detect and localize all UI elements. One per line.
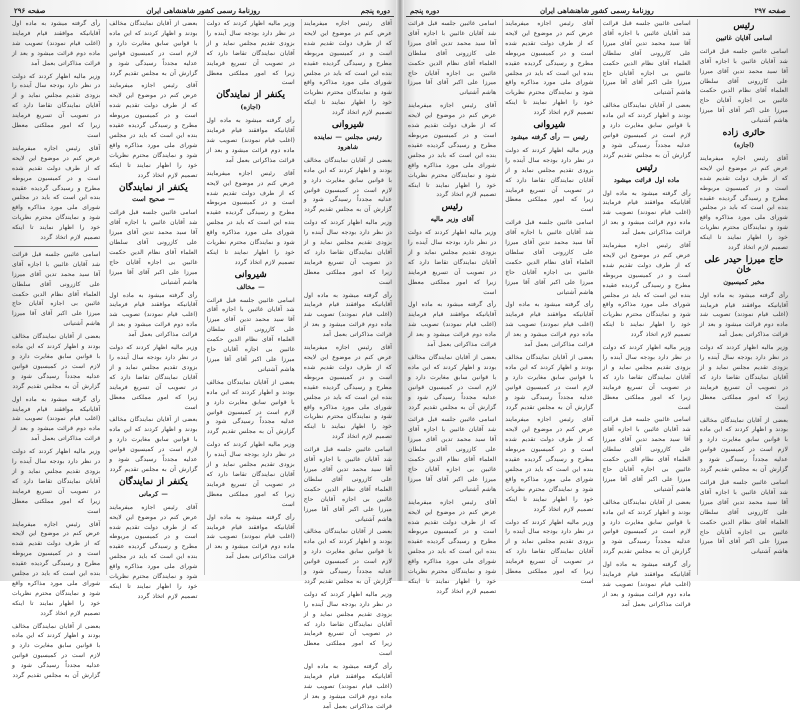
text-block: رأی گرفته میشود به ماده اول آقایانیکه موافقند قیام فرمایند (اغلب قیام نمودند) تصویب شد ماده دوم قرائت میشود و بعد از قرائت مذاکراتی بعمل آمد [206,117,295,164]
speaker-heading: رئیس [441,202,463,213]
left-column-3-text [109,19,197,602]
left-column-4-text [12,19,100,681]
text-block: آقای رئیس اجازه میفرمایند عرض کنم در موضوع این لایحه که از طرف دولت تقدیم شده است و در کمیسیون مربوطه مطرح و رسیدگی گردیده عقیده بنده این است که باید در مجلس شورای ملی مورد مذاکره واقع شود و نمایندگان محترم نظریات خود را اظهار نمایند تا اینکه تصمیم لازم اتخاذ گردد [303,344,392,441]
text-block: آقای رئیس اجازه میفرمایند عرض کنم در موضوع این لایحه که از طرف دولت تقدیم شده است و در کمیسیون مربوطه مطرح و رسیدگی گردیده عقیده بنده این است که باید در مجلس شورای ملی مورد مذاکره واقع شود و نمایندگان محترم نظریات خود را اظهار نمایند تا اینکه تصمیم لازم اتخاذ گردد [109,503,198,600]
left-issue-label: دوره پنجم [360,5,390,15]
text-block: آقای رئیس اجازه میفرمایند عرض کنم در موضوع این لایحه که از طرف دولت تقدیم شده است و در کمیسیون مربوطه مطرح و رسیدگی گردیده عقیده بنده این است که باید در مجلس شورای ملی مورد مذاکره واقع شود و نمایندگان محترم نظریات خود را اظهار نمایند تا اینکه تصمیم لازم اتخاذ گردد [408,498,497,595]
text-block: اسامی غائبین جلسه قبل قرائت شد آقایان غائبین با اجازه آقای آقا سید محمد تدین آقای میرزا علی کازرونی آقای سلطان العلماء آقای نظام الدین حکمت غائبین بی اجازه آقایان حاج میرزا علی اکبر آقای آقا میرزا هاشم آشتیانی [303,446,392,523]
text-block: وزیر مالیه اظهار کردند که دولت در نظر دارد بودجه سال آینده را بزودی تقدیم مجلس نماید و از آقایان نمایندگان تقاضا دارد که در تصویب آن تسریع فرمایند زیرا که امور مملکتی معطل است [109,344,198,411]
left-page-header [10,4,394,17]
text-block: رأی گرفته میشود به ماده اول آقایانیکه موافقند قیام فرمایند (اغلب قیام نمودند) تصویب شد ماده دوم قرائت میشود و بعد از قرائت مذاکراتی بعمل آمد [109,291,198,339]
text-block: آقای رئیس اجازه میفرمایند عرض کنم در موضوع این لایحه که از طرف دولت تقدیم شده است و در کمیسیون مربوطه مطرح و رسیدگی گردیده عقیده بنده این است که باید در مجلس شورای ملی مورد مذاکره واقع شود و نمایندگان محترم نظریات خود را اظهار نمایند تا اینکه تصمیم لازم اتخاذ گردد [505,20,594,117]
text-block: اسامی غائبین جلسه قبل قرائت شد آقایان غائبین با اجازه آقای آقا سید محمد تدین آقای میرزا علی کازرونی آقای سلطان العلماء آقای نظام الدین حکمت غائبین بی اجازه آقایان حاج میرزا علی اکبر آقای آقا میرزا هاشم آشتیانی [505,219,594,296]
text-block: آقای رئیس اجازه میفرمایند عرض کنم در موضوع این لایحه که از طرف دولت تقدیم شده است و در کمیسیون مربوطه مطرح و رسیدگی گردیده عقیده بنده این است که باید در مجلس شورای ملی مورد مذاکره واقع شود و نمایندگان محترم نظریات خود را اظهار نمایند تا اینکه تصمیم لازم اتخاذ گردد [303,20,392,117]
right-page-number: صفحه ۲۹۷ [754,5,786,15]
speaker-heading: حائری زاده [722,128,766,139]
text-block: وزیر مالیه اظهار کردند که دولت در نظر دارد بودجه سال آینده را بزودی تقدیم مجلس نماید و از آقایان نمایندگان تقاضا دارد که در تصویب آن تسریع فرمایند زیرا که امور مملکتی معطل است [206,20,295,87]
text-block: رأی گرفته میشود به ماده اول آقایانیکه موافقند قیام فرمایند (اغلب قیام نمودند) تصویب شد ماده دوم قرائت میشود و بعد از قرائت مذاکراتی بعمل آمد [602,561,691,608]
speaker-subheading: (اجازه) [240,103,261,112]
text-block: رأی گرفته میشود به ماده اول آقایانیکه موافقند قیام فرمایند (اغلب قیام نمودند) تصویب شد ماده دوم قرائت میشود و بعد از قرائت مذاکراتی بعمل آمد [699,291,788,339]
text-block: رأی گرفته میشود به ماده اول آقایانیکه موافقند قیام فرمایند (اغلب قیام نمودند) تصویب شد ماده دوم قرائت میشود و بعد از قرائت مذاکراتی بعمل آمد [408,301,497,349]
left-column-1-text [304,19,392,712]
speaker-subheading: (اجازه) [733,140,755,149]
text-block: آقای رئیس اجازه میفرمایند عرض کنم در موضوع این لایحه که از طرف دولت تقدیم شده است و در کمیسیون مربوطه مطرح و رسیدگی گردیده عقیده بنده این است که باید در مجلس شورای ملی مورد مذاکره واقع شود و نمایندگان محترم نظریات خود را اظهار نمایند تا اینکه تصمیم لازم اتخاذ گردد [602,242,691,339]
text-block: وزیر مالیه اظهار کردند که دولت در نظر دارد بودجه سال آینده را بزودی تقدیم مجلس نماید و از آقایان نمایندگان تقاضا دارد که در تصویب آن تسریع فرمایند زیرا که امور مملکتی معطل است [12,72,101,139]
left-column-4 [10,19,102,680]
left-column-1 [301,19,394,710]
text-block: بعضی از آقایان نمایندگان مخالف بودند و اظهار کردند که این ماده با قوانین سابق مغایرت دارد و لازم است در کمیسیون قوانین عدلیه مجدداً رسیدگی شود و گزارش آن به مجلس تقدیم گردد [303,156,392,214]
text-block: اسامی غائبین جلسه قبل قرائت شد آقایان غائبین با اجازه آقای آقا سید محمد تدین آقای میرزا علی کازرونی آقای سلطان العلماء آقای نظام الدین حکمت غائبین بی اجازه آقایان حاج میرزا علی اکبر آقای آقا میرزا هاشم آشتیانی [602,416,691,493]
text-block: بعضی از آقایان نمایندگان مخالف بودند و اظهار کردند که این ماده با قوانین سابق مغایرت دارد و لازم است در کمیسیون قوانین عدلیه مجدداً رسیدگی شود و گزارش آن به مجلس تقدیم گردد [408,354,497,411]
right-columns [406,19,790,608]
text-block: رأی گرفته میشود به ماده اول آقایانیکه موافقند قیام فرمایند (اغلب قیام نمودند) تصویب شد ماده دوم قرائت میشود و بعد از قرائت مذاکراتی بعمل آمد [303,663,392,710]
speaker-heading: شیروانی [533,120,566,131]
speaker-subheading: ماده اول قرائت میشود [613,175,680,184]
right-column-1-text [700,22,788,557]
left-column-3 [106,19,199,600]
text-block: بعضی از آقایان نمایندگان مخالف بودند و اظهار کردند که این ماده با قوانین سابق مغایرت دارد و لازم است در کمیسیون قوانین عدلیه مجدداً رسیدگی شود و گزارش آن به مجلس تقدیم گردد [602,498,691,556]
text-block: اسامی غائبین جلسه قبل قرائت شد آقایان غائبین با اجازه آقای آقا سید محمد تدین آقای میرزا علی کازرونی آقای سلطان العلماء آقای نظام الدین حکمت غائبین بی اجازه آقایان حاج میرزا علی اکبر آقای آقا میرزا هاشم آشتیانی [699,47,788,125]
text-block: بعضی از آقایان نمایندگان مخالف بودند و اظهار کردند که این ماده با قوانین سابق مغایرت دارد و لازم است در کمیسیون قوانین عدلیه مجدداً رسیدگی شود و گزارش آن به مجلس تقدیم گردد [12,333,101,390]
text-block: اسامی غائبین جلسه قبل قرائت شد آقایان غائبین با اجازه آقای آقا سید محمد تدین آقای میرزا علی کازرونی آقای سلطان العلماء آقای نظام الدین حکمت غائبین بی اجازه آقایان حاج میرزا علی اکبر آقای آقا میرزا هاشم آشتیانی [109,209,198,286]
speaker-subheading: — کرمانی [138,489,168,498]
text-block: آقای رئیس اجازه میفرمایند عرض کنم در موضوع این لایحه که از طرف دولت تقدیم شده است و در کمیسیون مربوطه مطرح و رسیدگی گردیده عقیده بنده این است که باید در مجلس شورای ملی مورد مذاکره واقع شود و نمایندگان محترم نظریات خود را اظهار نمایند تا اینکه تصمیم لازم اتخاذ گردد [408,102,497,199]
speaker-heading: شیروانی [234,269,267,280]
text-block: رأی گرفته میشود به ماده اول آقایانیکه موافقند قیام فرمایند (اغلب قیام نمودند) تصویب شد ماده دوم قرائت میشود و بعد از قرائت مذاکراتی بعمل آمد [12,20,101,67]
text-block: وزیر مالیه اظهار کردند که دولت در نظر دارد بودجه سال آینده را بزودی تقدیم مجلس نماید و از آقایان نمایندگان تقاضا دارد که در تصویب آن تسریع فرمایند زیرا که امور مملکتی معطل است [505,518,594,585]
text-block: وزیر مالیه اظهار کردند که دولت در نظر دارد بودجه سال آینده را بزودی تقدیم مجلس نماید و از آقایان نمایندگان تقاضا دارد که در تصویب آن تسریع فرمایند زیرا که امور مملکتی معطل است [206,441,295,508]
right-column-1 [697,19,790,575]
text-block: بعضی از آقایان نمایندگان مخالف بودند و اظهار کردند که این ماده با قوانین سابق مغایرت دارد و لازم است در کمیسیون قوانین عدلیه مجدداً رسیدگی شود و گزارش آن به مجلس تقدیم گردد [602,102,691,159]
speaker-subheading: رئیس مجلس — نماینده شاهرود [314,132,382,151]
speaker-heading: رئیس [636,162,658,173]
text-block: اسامی غائبین جلسه قبل قرائت شد آقایان غائبین با اجازه آقای آقا سید محمد تدین آقای میرزا علی کازرونی آقای سلطان العلماء آقای نظام الدین حکمت غائبین بی اجازه آقایان حاج میرزا علی اکبر آقای آقا میرزا هاشم آشتیانی [602,20,691,97]
column-divider [14,246,98,247]
text-block: بعضی از آقایان نمایندگان مخالف بودند و اظهار کردند که این ماده با قوانین سابق مغایرت دارد و لازم است در کمیسیون قوانین عدلیه مجدداً رسیدگی شود و گزارش آن به مجلس تقدیم گردد [109,416,198,473]
right-running-header: روزنامهٔ رسمی کشور شاهنشاهی ایران [540,5,654,15]
right-issue-label: دوره پنجم [410,5,440,15]
text-block: بعضی از آقایان نمایندگان مخالف بودند و اظهار کردند که این ماده با قوانین سابق مغایرت دارد و لازم است در کمیسیون قوانین عدلیه مجدداً رسیدگی شود و گزارش آن به مجلس تقدیم گردد [109,20,198,77]
speaker-heading: رئیس [733,21,755,31]
speaker-subheading: اسامی آقایان غائبین [715,33,772,42]
speaker-heading: شیروانی [331,120,364,131]
text-block: بعضی از آقایان نمایندگان مخالف بودند و اظهار کردند که این ماده با قوانین سابق مغایرت دارد و لازم است در کمیسیون قوانین عدلیه مجدداً رسیدگی شود و گزارش آن به مجلس تقدیم گردد [206,378,295,436]
text-block: رأی گرفته میشود به ماده اول آقایانیکه موافقند قیام فرمایند (اغلب قیام نمودند) تصویب شد ماده دوم قرائت میشود و بعد از قرائت مذاکراتی بعمل آمد [206,513,295,561]
text-block: بعضی از آقایان نمایندگان مخالف بودند و اظهار کردند که این ماده با قوانین سابق مغایرت دارد و لازم است در کمیسیون قوانین عدلیه مجدداً رسیدگی شود و گزارش آن به مجلس تقدیم گردد [699,416,788,474]
text-block: بعضی از آقایان نمایندگان مخالف بودند و اظهار کردند که این ماده با قوانین سابق مغایرت دارد و لازم است در کمیسیون قوانین عدلیه مجدداً رسیدگی شود و گزارش آن به مجلس تقدیم گردد [303,528,392,585]
text-block: بعضی از آقایان نمایندگان مخالف بودند و اظهار کردند که این ماده با قوانین سابق مغایرت دارد و لازم است در کمیسیون قوانین عدلیه مجدداً رسیدگی شود و گزارش آن به مجلس تقدیم گردد [505,354,594,411]
text-block: اسامی غائبین جلسه قبل قرائت شد آقایان غائبین با اجازه آقای آقا سید محمد تدین آقای میرزا علی کازرونی آقای سلطان العلماء آقای نظام الدین حکمت غائبین بی اجازه آقایان حاج میرزا علی اکبر آقای آقا میرزا هاشم آشتیانی [206,296,295,373]
text-block: وزیر مالیه اظهار کردند که دولت در نظر دارد بودجه سال آینده را بزودی تقدیم مجلس نماید و از آقایان نمایندگان تقاضا دارد که در تصویب آن تسریع فرمایند زیرا که امور مملکتی معطل است [505,146,594,214]
text-block: آقای رئیس اجازه میفرمایند عرض کنم در موضوع این لایحه که از طرف دولت تقدیم شده است و در کمیسیون مربوطه مطرح و رسیدگی گردیده عقیده بنده این است که باید در مجلس شورای ملی مورد مذاکره واقع شود و نمایندگان محترم نظریات خود را اظهار نمایند تا اینکه تصمیم لازم اتخاذ گردد [109,82,198,179]
speaker-heading: یکنفر از نمایندگان [118,476,188,487]
text-block: رأی گرفته میشود به ماده اول آقایانیکه موافقند قیام فرمایند (اغلب قیام نمودند) تصویب شد ماده دوم قرائت میشود و بعد از قرائت مذاکراتی بعمل آمد [12,395,101,443]
right-column-2-text [603,19,691,610]
text-block: وزیر مالیه اظهار کردند که دولت در نظر دارد بودجه سال آینده را بزودی تقدیم مجلس نماید و از آقایان نمایندگان تقاضا دارد که در تصویب آن تسریع فرمایند زیرا که امور مملکتی معطل است [12,448,101,515]
text-block: اسامی غائبین جلسه قبل قرائت شد آقایان غائبین با اجازه آقای آقا سید محمد تدین آقای میرزا علی کازرونی آقای سلطان العلماء آقای نظام الدین حکمت غائبین بی اجازه آقایان حاج میرزا علی اکبر آقای آقا میرزا هاشم آشتیانی [12,250,101,328]
text-block: وزیر مالیه اظهار کردند که دولت در نظر دارد بودجه سال آینده را بزودی تقدیم مجلس نماید و از آقایان نمایندگان تقاضا دارد که در تصویب آن تسریع فرمایند زیرا که امور مملکتی معطل است [303,219,392,286]
left-page-number: صفحه ۲۹۶ [14,5,46,15]
right-column-4 [406,19,498,595]
text-block: رأی گرفته میشود به ماده اول آقایانیکه موافقند قیام فرمایند (اغلب قیام نمودند) تصویب شد ماده دوم قرائت میشود و بعد از قرائت مذاکراتی بعمل آمد [303,291,392,339]
text-block: وزیر مالیه اظهار کردند که دولت در نظر دارد بودجه سال آینده را بزودی تقدیم مجلس نماید و از آقایان نمایندگان تقاضا دارد که در تصویب آن تسریع فرمایند زیرا که امور مملکتی معطل است [699,344,788,411]
speaker-heading: یکنفر از نمایندگان [216,90,286,101]
speaker-subheading: آقای وزیر مالیه [430,215,474,224]
left-page [0,0,400,710]
text-block: اسامی غائبین جلسه قبل قرائت شد آقایان غائبین با اجازه آقای آقا سید محمد تدین آقای میرزا علی کازرونی آقای سلطان العلماء آقای نظام الدین حکمت غائبین بی اجازه آقایان حاج میرزا علی اکبر آقای آقا میرزا هاشم آشتیانی [408,416,497,493]
text-block: بعضی از آقایان نمایندگان مخالف بودند و اظهار کردند که این ماده با قوانین سابق مغایرت دارد و لازم است در کمیسیون قوانین عدلیه مجدداً رسیدگی شود و گزارش آن به مجلس تقدیم گردد [12,622,101,680]
text-block: رأی گرفته میشود به ماده اول آقایانیکه موافقند قیام فرمایند (اغلب قیام نمودند) تصویب شد ماده دوم قرائت میشود و بعد از قرائت مذاکراتی بعمل آمد [602,189,691,237]
speaker-subheading: مخبر کمیسیون [723,277,765,286]
right-column-2 [600,19,693,608]
text-block: آقای رئیس اجازه میفرمایند عرض کنم در موضوع این لایحه که از طرف دولت تقدیم شده است و در کمیسیون مربوطه مطرح و رسیدگی گردیده عقیده بنده این است که باید در مجلس شورای ملی مورد مذاکره واقع شود و نمایندگان محترم نظریات خود را اظهار نمایند تا اینکه تصمیم لازم اتخاذ گردد [12,144,101,242]
left-column-2 [204,19,297,575]
text-block: آقای رئیس اجازه میفرمایند عرض کنم در موضوع این لایحه که از طرف دولت تقدیم شده است و در کمیسیون مربوطه مطرح و رسیدگی گردیده عقیده بنده این است که باید در مجلس شورای ملی مورد مذاکره واقع شود و نمایندگان محترم نظریات خود را اظهار نمایند تا اینکه تصمیم لازم اتخاذ گردد [12,520,101,617]
left-column-2-text [207,19,295,562]
right-column-4-text [408,19,496,597]
text-block: اسامی غائبین جلسه قبل قرائت شد آقایان غائبین با اجازه آقای آقا سید محمد تدین آقای میرزا علی کازرونی آقای سلطان العلماء آقای نظام الدین حکمت غائبین بی اجازه آقایان حاج میرزا علی اکبر آقای آقا میرزا هاشم آشتیانی [408,20,497,97]
text-block: اسامی غائبین جلسه قبل قرائت شد آقایان غائبین با اجازه آقای آقا سید محمد تدین آقای میرزا علی کازرونی آقای سلطان العلماء آقای نظام الدین حکمت غائبین بی اجازه آقایان حاج میرزا علی اکبر آقای آقا میرزا هاشم آشتیانی [699,478,788,556]
left-running-header: روزنامهٔ رسمی کشور شاهنشاهی ایران [146,5,260,15]
right-page-header [406,4,790,17]
speaker-heading: حاج میرزا حیدر علی خان [704,254,784,275]
text-block: آقای رئیس اجازه میفرمایند عرض کنم در موضوع این لایحه که از طرف دولت تقدیم شده است و در کمیسیون مربوطه مطرح و رسیدگی گردیده عقیده بنده این است که باید در مجلس شورای ملی مورد مذاکره واقع شود و نمایندگان محترم نظریات خود را اظهار نمایند تا اینکه تصمیم لازم اتخاذ گردد [699,154,788,252]
speaker-subheading: — مخالف [236,282,265,291]
text-block: رأی گرفته میشود به ماده اول آقایانیکه موافقند قیام فرمایند (اغلب قیام نمودند) تصویب شد ماده دوم قرائت میشود و بعد از قرائت مذاکراتی بعمل آمد [505,301,594,349]
speaker-heading: یکنفر از نمایندگان [118,182,188,193]
text-block: آقای رئیس اجازه میفرمایند عرض کنم در موضوع این لایحه که از طرف دولت تقدیم شده است و در کمیسیون مربوطه مطرح و رسیدگی گردیده عقیده بنده این است که باید در مجلس شورای ملی مورد مذاکره واقع شود و نمایندگان محترم نظریات خود را اظهار نمایند تا اینکه تصمیم لازم اتخاذ گردد [206,169,295,266]
left-columns [10,19,394,710]
text-block: وزیر مالیه اظهار کردند که دولت در نظر دارد بودجه سال آینده را بزودی تقدیم مجلس نماید و از آقایان نمایندگان تقاضا دارد که در تصویب آن تسریع فرمایند زیرا که امور مملکتی معطل است [303,590,392,658]
right-column-3-text [505,19,593,587]
speaker-subheading: — صحیح است [132,195,175,204]
speaker-subheading: رئیس — رأی گرفته میشود [510,132,589,141]
text-block: وزیر مالیه اظهار کردند که دولت در نظر دارد بودجه سال آینده را بزودی تقدیم مجلس نماید و از آقایان نمایندگان تقاضا دارد که در تصویب آن تسریع فرمایند زیرا که امور مملکتی معطل است [408,229,497,296]
text-block: وزیر مالیه اظهار کردند که دولت در نظر دارد بودجه سال آینده را بزودی تقدیم مجلس نماید و از آقایان نمایندگان تقاضا دارد که در تصویب آن تسریع فرمایند زیرا که امور مملکتی معطل است [602,344,691,411]
right-column-3 [502,19,595,585]
text-block: آقای رئیس اجازه میفرمایند عرض کنم در موضوع این لایحه که از طرف دولت تقدیم شده است و در کمیسیون مربوطه مطرح و رسیدگی گردیده عقیده بنده این است که باید در مجلس شورای ملی مورد مذاکره واقع شود و نمایندگان محترم نظریات خود را اظهار نمایند تا اینکه تصمیم لازم اتخاذ گردد [505,416,594,513]
right-page [400,0,800,608]
